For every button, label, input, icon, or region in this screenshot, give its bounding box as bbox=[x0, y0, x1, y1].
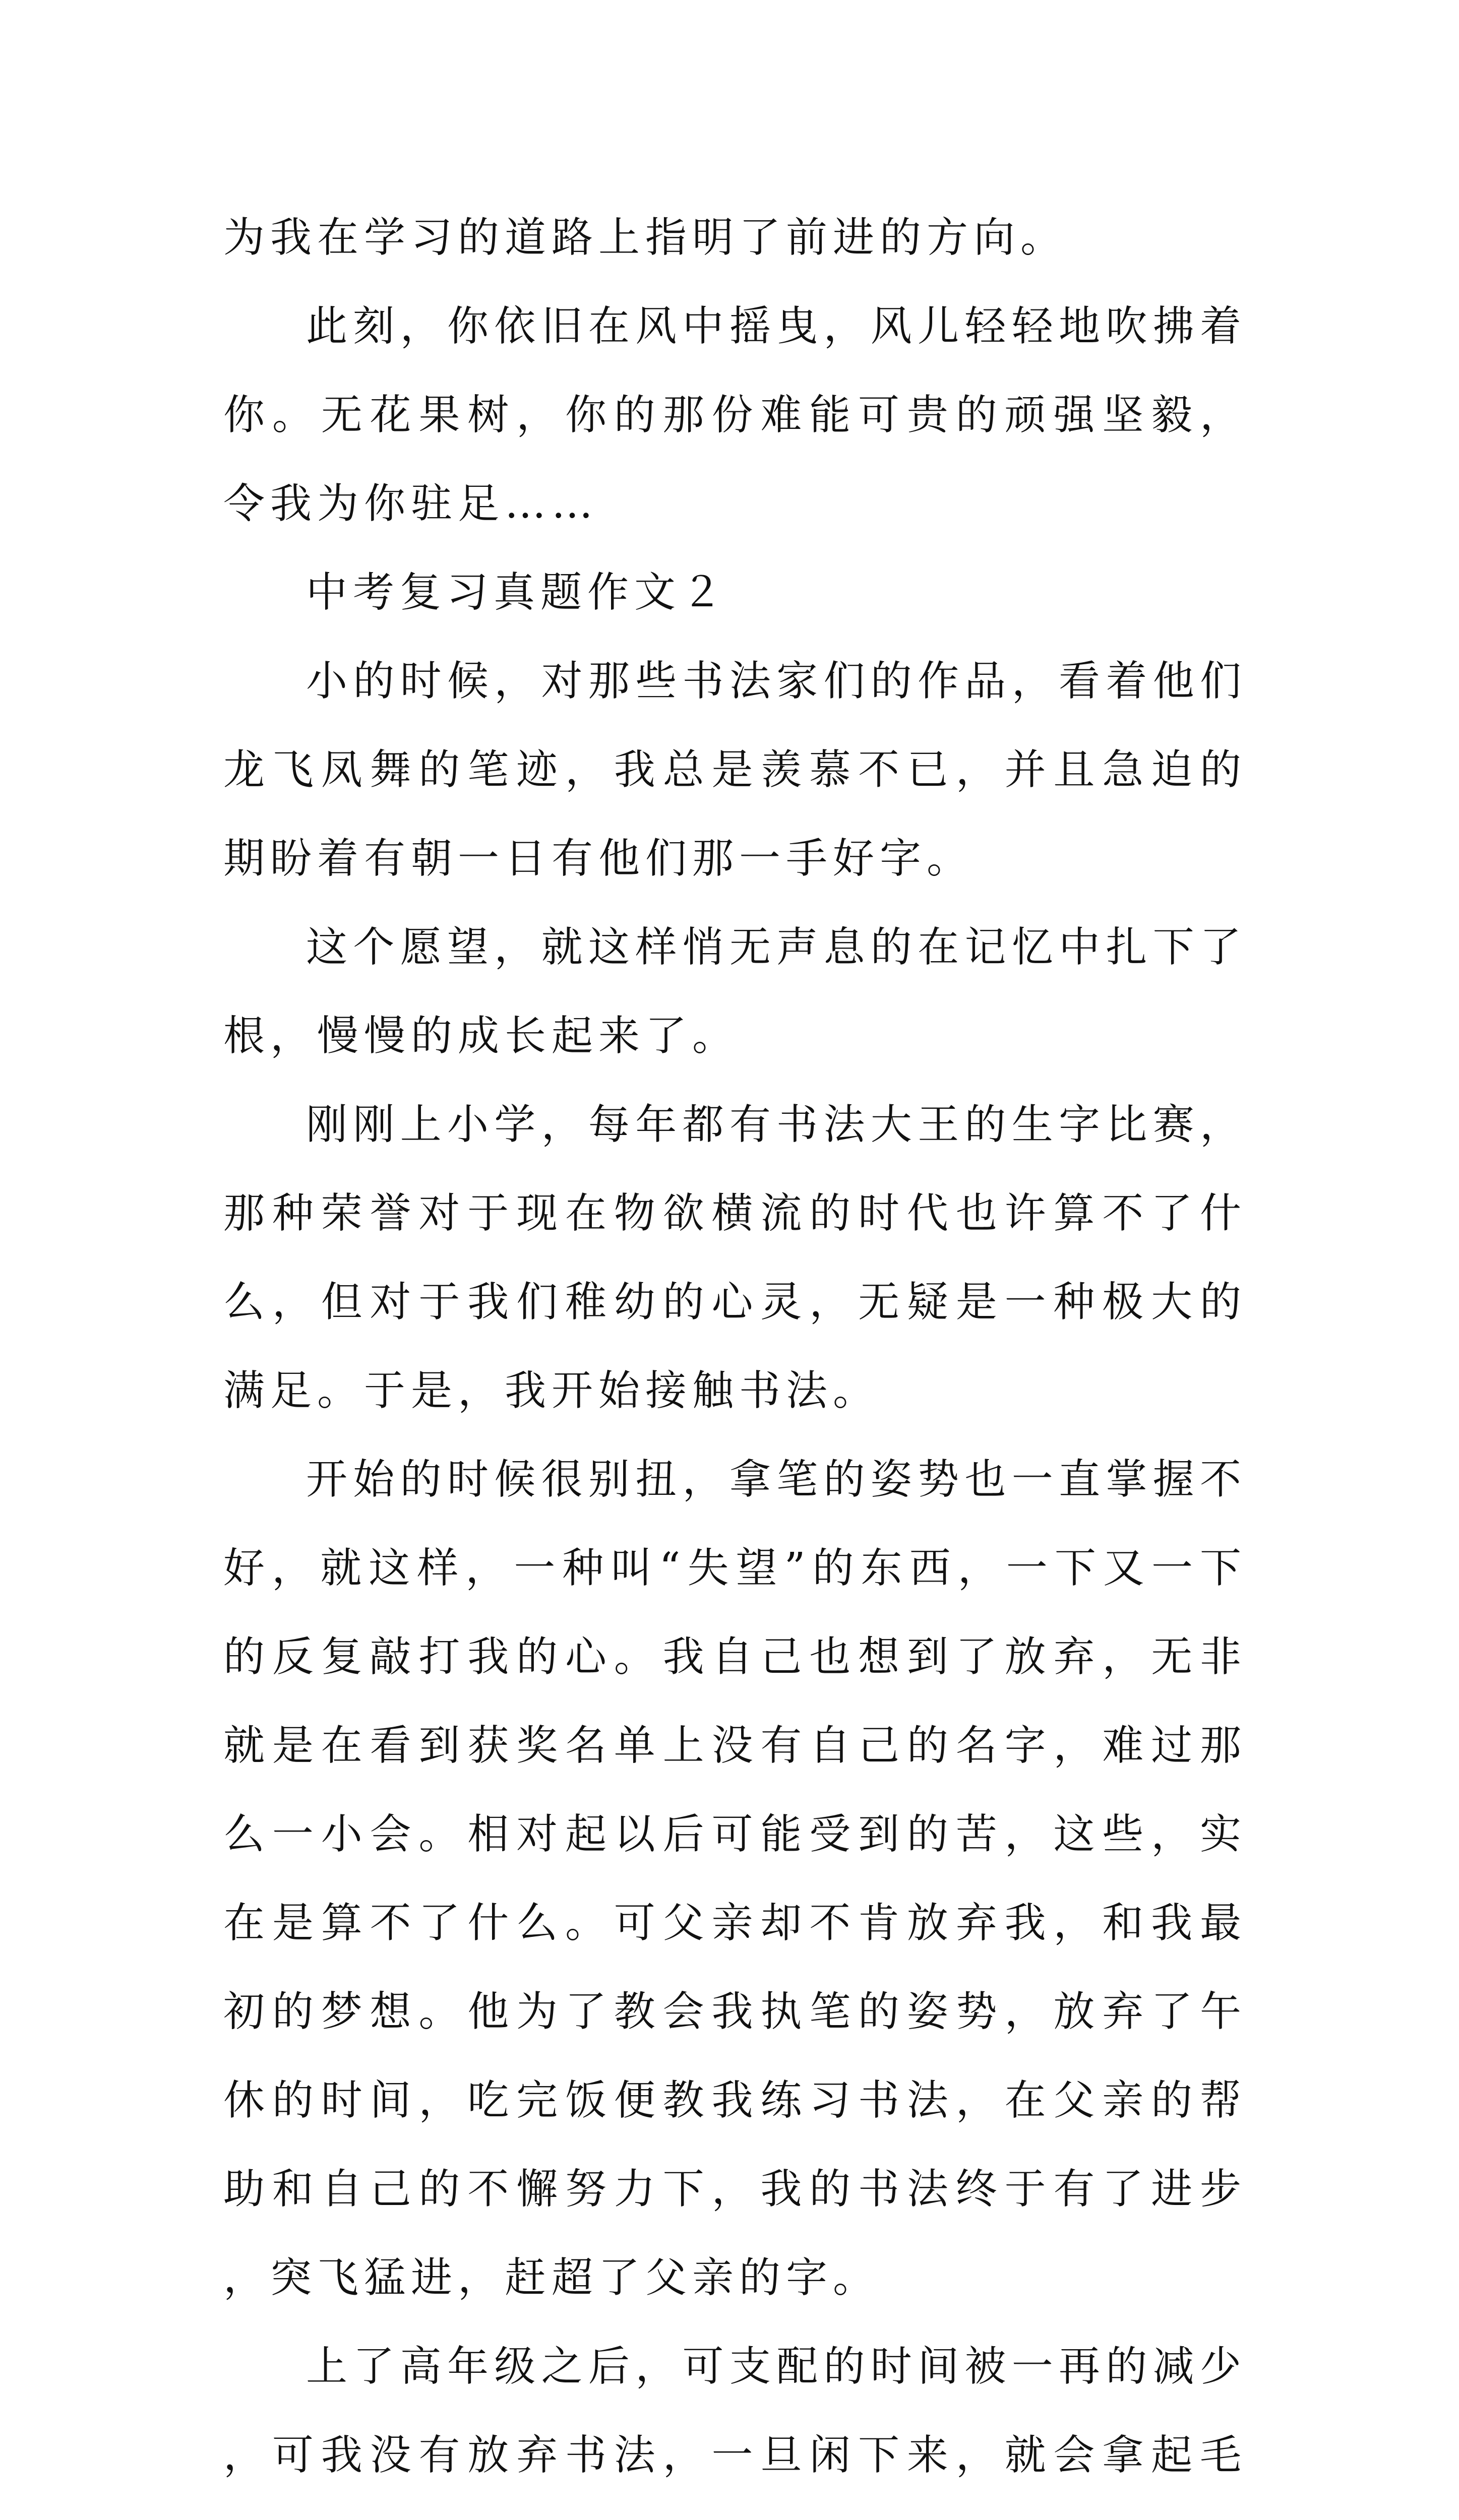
paragraph-5: 刚刚上小学，每年都有书法大王的生字比赛，那种荣誉对于现在物欲横流的时代也许算不了什么，但对于我们稚幼的心灵，无疑是一种极大的满足。于是，我开始接触书法。 bbox=[223, 1101, 1247, 1415]
paragraph-1: 为我在学习的道路上指明了前进的方向。 bbox=[223, 214, 1068, 262]
paragraph-7: 上了高年级之后，可支配的时间被一再的减少，可我没有放弃书法，一旦闲下来，就会拿起毛 bbox=[223, 2343, 1247, 2479]
paragraph-2: 此刻，你依旧在风中摇曳，风儿轻轻地吹拂着你。无花果树，你的那份难能可贵的顽强坚毅，令我为你驻足…… bbox=[223, 302, 1247, 528]
essay-body bbox=[223, 194, 1247, 2520]
section-heading: 中考复习真题作文２ bbox=[306, 569, 728, 616]
paragraph-6: 开始的时候很别扭，拿笔的姿势也一直掌握不好，就这样，一种叫“失望”的东西，一下又一下的反复敲打我的心。我自己也想到了放弃，无非就是在看到获奖名单上没有自己的名字，难过那么一小会。相对起以后可能受到的苦，这些，实在是算不了什么。可父亲却不肯放弃我，和我最初的梦想。他为了教会我执笔的姿势，放弃了午休的时间，吃完饭便教我练习书法，在父亲的帮助和自己的不懈努力下，我的书法终于有了进步，突飞猛进，赶超了父亲的字。 bbox=[223, 1456, 1247, 2302]
paragraph-4: 这个愿望，就这样悄无声息的在记忆中扎下了根，慢慢的成长起来了。 bbox=[223, 923, 1247, 1060]
paragraph-3: 小的时候，对那些书法家们的作品，看着他们龙飞凤舞的笔迹，我总是羡慕不已，并且急迫的期盼着有朝一日有他们那一手好字。 bbox=[223, 657, 1247, 883]
